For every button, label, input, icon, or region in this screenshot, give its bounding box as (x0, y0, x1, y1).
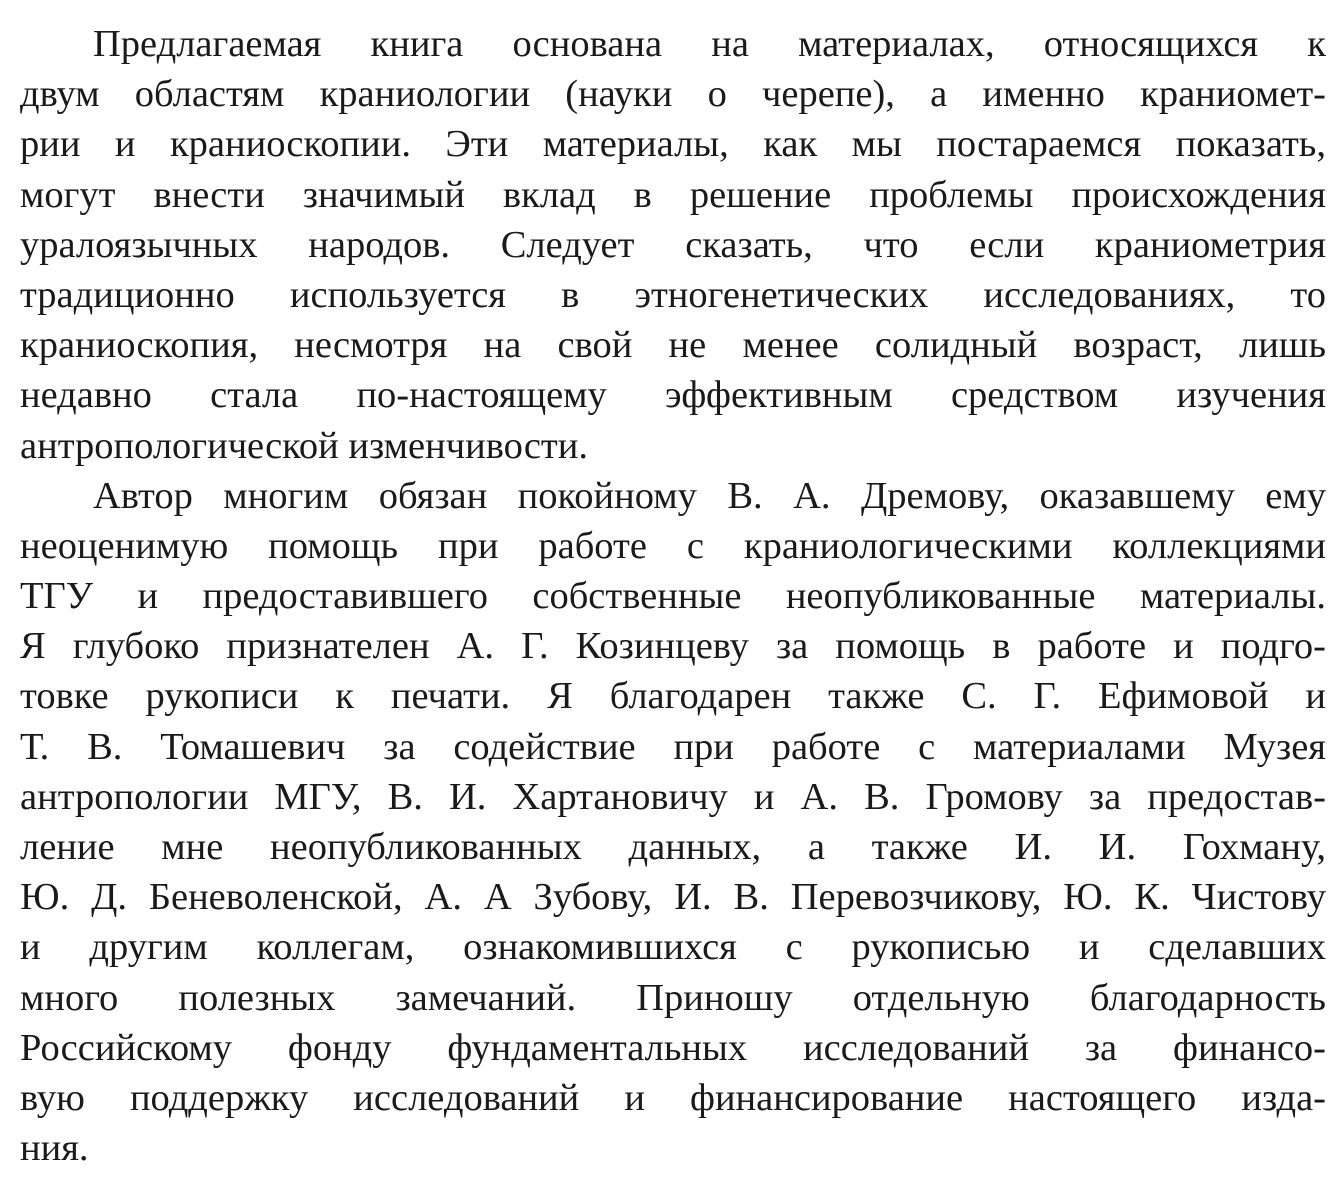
text-line: Российскому фонду фундаментальных исследований за финансо- (20, 1026, 1326, 1069)
text-line: Ю. Д. Беневоленской, А. А Зубову, И. В. Перевозчикову, Ю. К. Чистову (20, 876, 1326, 919)
text-line: неоценимую помощь при работе с краниологическими коллекциями (20, 524, 1326, 567)
text-line: вую поддержку исследований и финансирование настоящего изда- (20, 1076, 1326, 1119)
text-line: рии и краниоскопии. Эти материалы, как мы постараемся показать, (20, 123, 1326, 166)
document-page (20, 19, 1326, 1173)
text-line: традиционно используется в этногенетических исследованиях, то (20, 273, 1326, 316)
text-line: могут внести значимый вклад в решение проблемы происхождения (20, 173, 1326, 216)
paragraph-acknowledgements (20, 471, 1326, 1174)
text-line: Я глубоко признателен А. Г. Козинцеву за помощь в работе и подго- (20, 625, 1326, 668)
text-line: и другим коллегам, ознакомившихся с рукописью и сделавших (20, 926, 1326, 969)
text-line: антропологической изменчивости. (20, 424, 588, 467)
text-line: недавно стала по-настоящему эффективным средством изучения (20, 374, 1326, 417)
text-line: много полезных замечаний. Приношу отдельную благодарность (20, 976, 1326, 1019)
paragraph-intro (20, 19, 1326, 471)
text-line: уралоязычных народов. Следует сказать, что если краниометрия (20, 223, 1326, 266)
text-line: Автор многим обязан покойному В. А. Дремову, оказавшему ему (93, 474, 1326, 517)
text-line: ния. (20, 1127, 89, 1170)
text-line: Предлагаемая книга основана на материалах, относящихся к (93, 23, 1326, 65)
text-line: товке рукописи к печати. Я благодарен также С. Г. Ефимовой и (20, 675, 1326, 718)
text-line: двум областям краниологии (науки о черепе), а именно краниомет- (20, 73, 1326, 116)
text-line: антропологии МГУ, В. И. Хартановичу и А. В. Громову за предостав- (20, 775, 1326, 818)
text-line: краниоскопия, несмотря на свой не менее солидный возраст, лишь (20, 324, 1326, 367)
text-line: Т. В. Томашевич за содействие при работе с материалами Музея (20, 725, 1326, 768)
text-line: ТГУ и предоставившего собственные неопубликованные материалы. (20, 575, 1326, 618)
text-line: ление мне неопубликованных данных, а также И. И. Гохману, (20, 826, 1326, 868)
